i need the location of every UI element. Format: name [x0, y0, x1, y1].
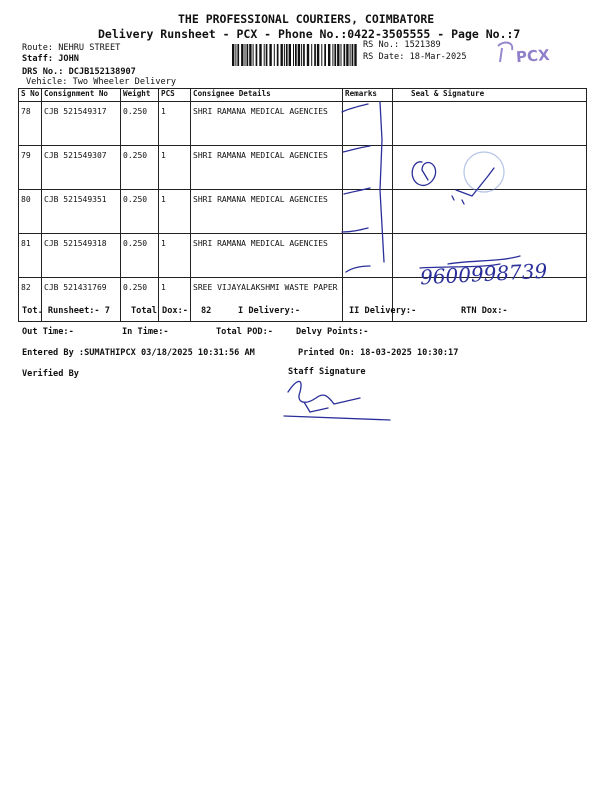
rs-no-value: 1521389	[404, 40, 441, 50]
printed-on: Printed On: 18-03-2025 10:30:17	[298, 348, 459, 358]
cell-consignment: CJB 521549318	[42, 234, 121, 278]
entered-by: Entered By :SUMATHIPCX 03/18/2025 10:31:56 AM	[22, 348, 255, 358]
runsheet-subtitle: Delivery Runsheet - PCX - Phone No.:0422-3505555 - Page No.:7	[98, 27, 521, 41]
verified-by: Verified By	[22, 369, 79, 379]
i-delivery: I Delivery:-	[238, 306, 301, 316]
vertical-stroke	[380, 102, 384, 262]
cell-consignee: SHRI RAMANA MEDICAL AGENCIES	[191, 234, 343, 278]
cell-sno: 79	[19, 146, 42, 190]
drs-label: DRS No.:	[22, 67, 64, 77]
out-time: Out Time:-	[22, 327, 74, 337]
route-label: Route:	[22, 43, 54, 53]
rs-no-label: RS No.:	[363, 40, 400, 50]
cell-weight: 0.250	[121, 234, 159, 278]
cell-pcs: 1	[159, 234, 191, 278]
col-weight: Weight	[121, 89, 159, 102]
staff-label: Staff:	[22, 54, 54, 64]
cell-pcs: 1	[159, 278, 191, 322]
rtn-dox: RTN Dox:-	[461, 306, 508, 316]
cell-consignee: SHRI RAMANA MEDICAL AGENCIES	[191, 102, 343, 146]
total-dox-label: Total Dox:-	[131, 306, 188, 316]
cell-consignment: CJB 521549307	[42, 146, 121, 190]
col-pcs: PCS	[159, 89, 191, 102]
cell-consignee: SHRI RAMANA MEDICAL AGENCIES	[191, 146, 343, 190]
cell-weight: 0.250	[121, 190, 159, 234]
col-consignee: Consignee Details	[191, 89, 343, 102]
company-title: THE PROFESSIONAL COURIERS, COIMBATORE	[178, 12, 435, 26]
col-consignment: Consignment No	[42, 89, 121, 102]
total-dox-value: 82	[201, 306, 212, 316]
delvy-points: Delvy Points:-	[296, 327, 369, 337]
total-pod: Total POD:-	[216, 327, 273, 337]
staff-signature-label: Staff Signature	[288, 367, 366, 377]
cell-consignment: CJB 521549317	[42, 102, 121, 146]
seal-stamp	[464, 152, 504, 192]
cell-weight: 0.250	[121, 102, 159, 146]
cell-weight: 0.250	[121, 278, 159, 322]
cell-pcs: 1	[159, 146, 191, 190]
col-remarks: Remarks	[343, 89, 393, 102]
rs-date-value: 18-Mar-2025	[409, 52, 467, 62]
stamp-text: PCX	[515, 45, 551, 67]
cell-sno: 81	[19, 234, 42, 278]
cell-sno: 78	[19, 102, 42, 146]
col-seal-signature: Seal & Signature	[393, 89, 587, 102]
cell-consignment: CJB 521431769	[42, 278, 121, 322]
staff-signature-mark	[288, 381, 360, 412]
staff-signature-line	[284, 416, 390, 420]
cell-pcs: 1	[159, 190, 191, 234]
cell-pcs: 1	[159, 102, 191, 146]
in-time: In Time:-	[122, 327, 169, 337]
tot-runsheet: Tot. Runsheet:- 7	[22, 306, 110, 316]
cell-sno: 82	[19, 278, 42, 322]
drs-value: DCJB152138907	[68, 67, 136, 77]
remark-ticks	[342, 104, 370, 272]
route-value: NEHRU STREET	[58, 43, 121, 53]
cell-sno: 80	[19, 190, 42, 234]
handwritten-phone: 9600998739	[419, 258, 548, 290]
rs-date-label: RS Date:	[363, 52, 405, 62]
ii-delivery: II Delivery:-	[349, 306, 417, 316]
cell-consignee: SHRI RAMANA MEDICAL AGENCIES	[191, 190, 343, 234]
cell-consignee: SREE VIJAYALAKSHMI WASTE PAPER	[191, 278, 343, 322]
cell-consignment: CJB 521549351	[42, 190, 121, 234]
cell-weight: 0.250	[121, 146, 159, 190]
col-sno: S No	[19, 89, 42, 102]
vehicle-line: Vehicle: Two Wheeler Delivery	[26, 77, 177, 87]
signature-loop	[412, 162, 435, 186]
staff-value: JOHN	[58, 54, 79, 64]
signature-dots	[452, 196, 464, 204]
